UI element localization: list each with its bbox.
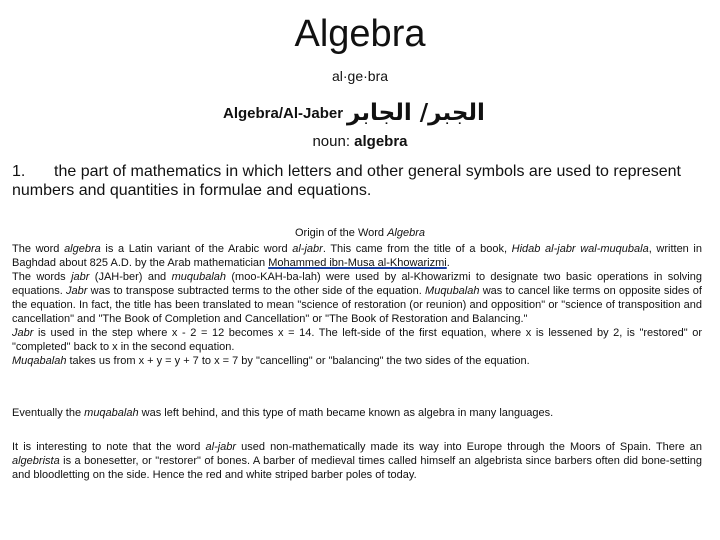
term: al-jabr bbox=[292, 243, 323, 255]
alt-name-latin: Algebra/Al-Jaber bbox=[223, 105, 344, 122]
mathematician-link[interactable]: Mohammed ibn-Musa al-Khowarizmi bbox=[268, 257, 447, 269]
origin-paragraph bbox=[12, 406, 702, 420]
definition-text: the part of mathematics in which letters and other general symbols are used to represent numbers and quantities in formulae and equations. bbox=[12, 163, 681, 199]
origin-heading-em: Algebra bbox=[387, 227, 426, 239]
term: Jabr bbox=[66, 285, 88, 297]
pos-label: noun: bbox=[312, 133, 350, 150]
term: muqubalah bbox=[171, 271, 226, 283]
origin-heading-text: Origin of the Word bbox=[294, 227, 385, 239]
term: muqabalah bbox=[84, 407, 139, 419]
text: , written in Baghdad about 825 A.D. by the Arab mathematician bbox=[12, 243, 702, 269]
text: is a Latin variant of the Arabic word bbox=[100, 243, 293, 255]
text: (moo-KAH-ba-lah) were used by al-Khowarizmi to designate two basic operations in solving equations. bbox=[12, 271, 702, 297]
text: was left behind, and this type of math became known as algebra in many languages. bbox=[138, 407, 554, 419]
text: is a bonesetter, or "restorer" of bones. A barber of medieval times called himself an algebrista since barbers often did bone-setting and bloodletting on the side. Hence the red and white striped barber poles of today. bbox=[12, 455, 702, 481]
text: (JAH-ber) and bbox=[89, 271, 172, 283]
text: Eventually the bbox=[12, 407, 85, 419]
term: al-jabr bbox=[205, 441, 237, 453]
term: algebra bbox=[64, 243, 101, 255]
alternate-names bbox=[223, 100, 485, 126]
term: Muqabalah bbox=[12, 355, 67, 367]
term: jabr bbox=[71, 271, 90, 283]
alt-name-arabic: الجبر/ الجابر bbox=[347, 100, 485, 126]
definition-number: 1. bbox=[12, 163, 26, 180]
term: Jabr bbox=[12, 327, 34, 339]
term: algebrista bbox=[12, 455, 60, 467]
text: was to transpose subtracted terms to the other side of the equation. bbox=[87, 285, 426, 297]
term: Muqubalah bbox=[425, 285, 480, 297]
origin-paragraph bbox=[12, 242, 702, 368]
part-of-speech bbox=[0, 133, 720, 150]
page-title: Algebra bbox=[294, 13, 426, 55]
text: takes us from x + y = y + 7 to x = 7 by "cancelling" or "balancing" the two sides of the equation. bbox=[66, 355, 530, 367]
text: . This came from the title of a book, bbox=[322, 243, 512, 255]
book-title: Hidab al-jabr wal-muqubala bbox=[511, 243, 649, 255]
origin-paragraph bbox=[12, 440, 702, 482]
text: . bbox=[446, 257, 450, 269]
text: used non-mathematically made its way into Europe through the Moors of Spain. There an bbox=[236, 441, 703, 453]
syllables: al·ge·bra bbox=[331, 68, 389, 84]
definition bbox=[12, 162, 712, 200]
text: It is interesting to note that the word bbox=[12, 441, 206, 453]
text: The words bbox=[12, 271, 72, 283]
text: was to cancel like terms on opposite sides of the equation. In fact, the title has been translated to mean "science of restoration (or reunion) and opposition" or "science of transposition and cancellation" and "The Book of Completion and Cancellation" or "The Book of Restoration and Balancing." bbox=[12, 285, 702, 325]
origin-heading bbox=[0, 227, 720, 239]
pos-word: algebra bbox=[354, 133, 408, 150]
text: is used in the step where x - 2 = 12 becomes x = 14. The left-side of the first equation, where x is lessened by 2, is "restored" or "completed" back to x in the second equation. bbox=[12, 327, 702, 353]
text: The word bbox=[12, 243, 65, 255]
